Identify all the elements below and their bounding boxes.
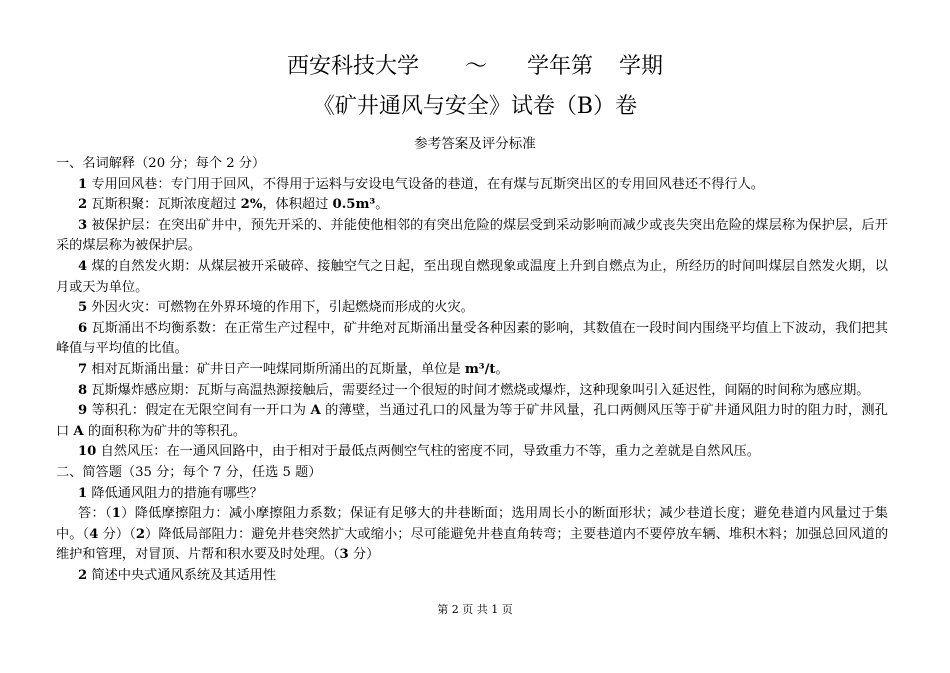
answer-text: 答：（ (78, 506, 112, 522)
answer-point-number: 2 (135, 526, 146, 542)
item-text: 专用回风巷：专门用于回风，不得用于运料与安设电气设备的巷道，在有煤与瓦斯突出区的专用回风巷还不得行人。 (91, 176, 764, 192)
term-item-6 (56, 319, 888, 360)
item-text: 的薄壁，当通过孔口的风量为等于矿井风量，孔口两侧风压等于矿井通风阻力时的阻力时，测孔口 (56, 403, 888, 439)
item-text: 瓦斯涌出不均衡系数：在正常生产过程中，矿井绝对瓦斯涌出量受各种因素的影响，其数值在一段时间内围绕平均值上下波动，我们把其峰值与平均值的比值。 (56, 320, 888, 357)
item-number: 7 (78, 361, 88, 377)
university-name: 西安科技大学 (286, 54, 419, 79)
exam-title: 《矿井通风与安全》试卷（B）卷 (312, 94, 638, 119)
item-text: 。 (375, 197, 389, 213)
document-body (56, 154, 888, 586)
answer-point-number: 1 (111, 506, 121, 522)
term-item-1 (56, 175, 888, 196)
term-item-4 (56, 257, 888, 298)
item-number: 2 (78, 197, 88, 213)
item-number: 10 (78, 444, 97, 460)
score-value: 4 (89, 526, 99, 542)
term-item-10 (56, 442, 888, 463)
year-tilde: ～ (464, 54, 487, 79)
item-number: 6 (78, 320, 88, 336)
item-text: 等积孔：假定在无限空间有一开口为 (91, 403, 311, 419)
item-text: 煤的自然发火期：从煤层被开采破碎、接触空气之日起，至出现自燃现象或温度上升到自燃点为止，所经历的时间叫煤层自然发火期，以月或天为单位。 (56, 258, 888, 295)
item-text: 瓦斯积聚：瓦斯浓度超过 (91, 197, 241, 213)
question-text: 简述中央式通风系统及其适用性 (91, 567, 277, 583)
term-item-5 (56, 298, 888, 319)
answer-text: ）降低摩擦阻力：减小摩擦阻力系数；保证有足够大的井巷断面；选用周长小的断面形状；减少巷道长度；避免巷道内风量过于集中。（ (56, 506, 888, 542)
item-number: 4 (78, 258, 88, 274)
item-bold-value: m³/t (464, 361, 496, 377)
item-text: 自然风压：在一通风回路中，由于相对于最低点两侧空气柱的密度不同，导致重力不等，重力之差就是自然风压。 (100, 444, 760, 460)
term-item-3 (56, 216, 888, 257)
item-number: 3 (78, 217, 88, 233)
item-number: 9 (78, 403, 88, 419)
term-item-7 (56, 360, 888, 381)
term-label: 学期 (619, 54, 664, 79)
item-number: 8 (78, 382, 88, 398)
item-text: 瓦斯爆炸感应期：瓦斯与高温热源接触后，需要经过一个很短的时间才燃烧或爆炸，这种现象叫引入延迟性，间隔的时间称为感应期。 (91, 382, 870, 398)
answer-1 (56, 504, 888, 566)
page-footer: 第 2 页 共 1 页 (437, 603, 513, 616)
term-item-2 (56, 195, 888, 216)
item-bold-value: A (310, 403, 321, 419)
question-number: 2 (78, 567, 88, 583)
item-text: 外因火灾：可燃物在外界环境的作用下，引起燃烧而形成的火灾。 (91, 300, 474, 316)
section-heading-1: 一、名词解释（20 分；每个 2 分） (56, 156, 266, 171)
item-text: 相对瓦斯涌出量：矿井日产一吨煤同斯所涌出的瓦斯量，单位是 (91, 361, 465, 377)
question-1 (56, 484, 888, 505)
item-bold-value: A (73, 423, 84, 439)
item-bold-value: 2% (240, 197, 263, 213)
answer-text: ）降低局部阻力：避免井巷突然扩大或缩小；尽可能避免井巷直角转弯；主要巷道内不要停放车辆、堆积木料；加强总回风道的维护和管理，对冒顶、片帮和积水要及时处理。（ (56, 526, 889, 563)
item-text: 。 (495, 361, 509, 377)
term-item-8 (56, 381, 888, 402)
question-2 (56, 566, 888, 587)
item-text: ，体积超过 (262, 197, 333, 213)
answer-text: 分）（ (98, 526, 136, 542)
item-text: 的面积称为矿井的等积孔。 (83, 423, 247, 439)
year-term-label: 学年第 (527, 54, 594, 79)
question-number: 1 (78, 485, 88, 501)
item-bold-value: 0.5m³ (332, 197, 376, 213)
score-value: 3 (339, 547, 349, 563)
answer-key-subtitle: 参考答案及评分标准 (414, 136, 536, 152)
item-number: 5 (78, 300, 88, 316)
item-number: 1 (78, 176, 88, 192)
term-item-9 (56, 401, 888, 442)
answer-text: 分） (348, 547, 380, 563)
item-text: 被保护层：在突出矿井中，预先开采的、并能使他相邻的有突出危险的煤层受到采动影响而减少或丧失突出危险的煤层称为保护层，后开采的煤层称为被保护层。 (56, 217, 888, 254)
question-text: 降低通风阻力的措施有哪些？ (91, 485, 263, 501)
section-heading-2: 二、简答题（35 分；每个 7 分，任选 5 题） (56, 464, 322, 480)
header-line (0, 52, 950, 82)
